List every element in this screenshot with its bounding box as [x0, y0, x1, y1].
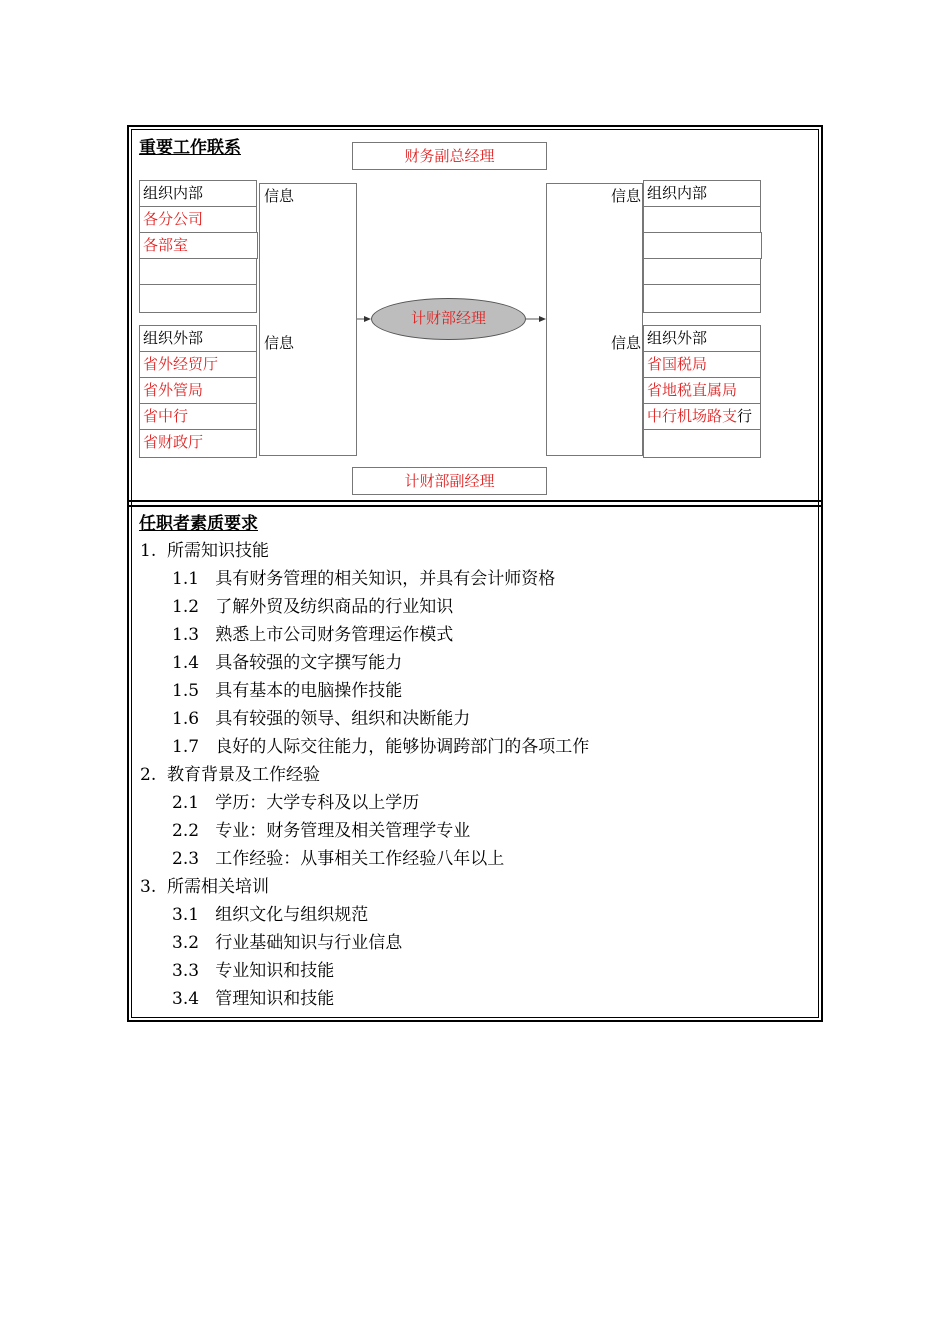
req-item: 3.4 管理知识和技能	[172, 989, 335, 1009]
right-external-item-wrap	[643, 403, 761, 430]
req-section-heading: 1. 所需知识技能	[140, 541, 270, 561]
right-internal-item	[643, 232, 762, 259]
bottom-box-deputy-manager: 计财部副经理	[352, 467, 547, 495]
left-internal-header: 组织内部	[139, 180, 257, 207]
req-item: 1.5 具有基本的电脑操作技能	[172, 681, 403, 701]
req-item: 2.1 学历：大学专科及以上学历	[172, 793, 420, 813]
left-internal-item: 各分公司	[139, 206, 257, 233]
left-external-item: 省中行	[139, 403, 257, 430]
left-internal-item	[139, 258, 257, 285]
req-item: 2.3 工作经验：从事相关工作经验八年以上	[172, 849, 505, 869]
left-internal-item: 各部室	[139, 232, 258, 259]
req-item: 1.6 具有较强的领导、组织和决断能力	[172, 709, 471, 729]
info-label-left-top: 信息	[264, 187, 295, 205]
right-external-item-text-tail: 行	[737, 407, 753, 425]
req-section-heading: 3. 所需相关培训	[140, 877, 270, 897]
req-item: 1.3 熟悉上市公司财务管理运作模式	[172, 625, 454, 645]
left-external-header: 组织外部	[139, 325, 257, 352]
req-section-heading: 2. 教育背景及工作经验	[140, 765, 321, 785]
right-internal-item	[643, 258, 761, 285]
right-internal-item	[643, 284, 761, 313]
req-item: 3.2 行业基础知识与行业信息	[172, 933, 403, 953]
info-label-right-bottom: 信息	[611, 334, 642, 352]
req-item: 1.7 良好的人际交往能力，能够协调跨部门的各项工作	[172, 737, 590, 757]
req-item: 1.4 具备较强的文字撰写能力	[172, 653, 403, 673]
info-label-right-top: 信息	[611, 187, 642, 205]
req-item: 1.1 具有财务管理的相关知识，并具有会计师资格	[172, 569, 556, 589]
left-external-item: 省外经贸厅	[139, 351, 257, 378]
top-box-vice-gm: 财务副总经理	[352, 142, 547, 170]
right-internal-item	[643, 206, 761, 233]
req-item: 1.2 了解外贸及纺织商品的行业知识	[172, 597, 454, 617]
right-external-item-text: 中行机场路支	[647, 407, 738, 425]
center-ellipse-manager: 计财部经理	[371, 298, 526, 340]
right-internal-header: 组织内部	[643, 180, 761, 207]
right-external-item: 省国税局	[643, 351, 761, 378]
right-external-item	[643, 429, 761, 458]
info-label-left-bottom: 信息	[264, 334, 295, 352]
right-external-header: 组织外部	[643, 325, 761, 352]
right-external-item: 省地税直属局	[643, 377, 761, 404]
requirements-title: 任职者素质要求	[139, 514, 258, 534]
req-item: 3.1 组织文化与组织规范	[172, 905, 369, 925]
relations-title: 重要工作联系	[139, 138, 241, 158]
req-item: 2.2 专业：财务管理及相关管理学专业	[172, 821, 471, 841]
left-external-item: 省外管局	[139, 377, 257, 404]
left-external-item: 省财政厅	[139, 429, 257, 458]
left-internal-item	[139, 284, 257, 313]
req-item: 3.3 专业知识和技能	[172, 961, 335, 981]
